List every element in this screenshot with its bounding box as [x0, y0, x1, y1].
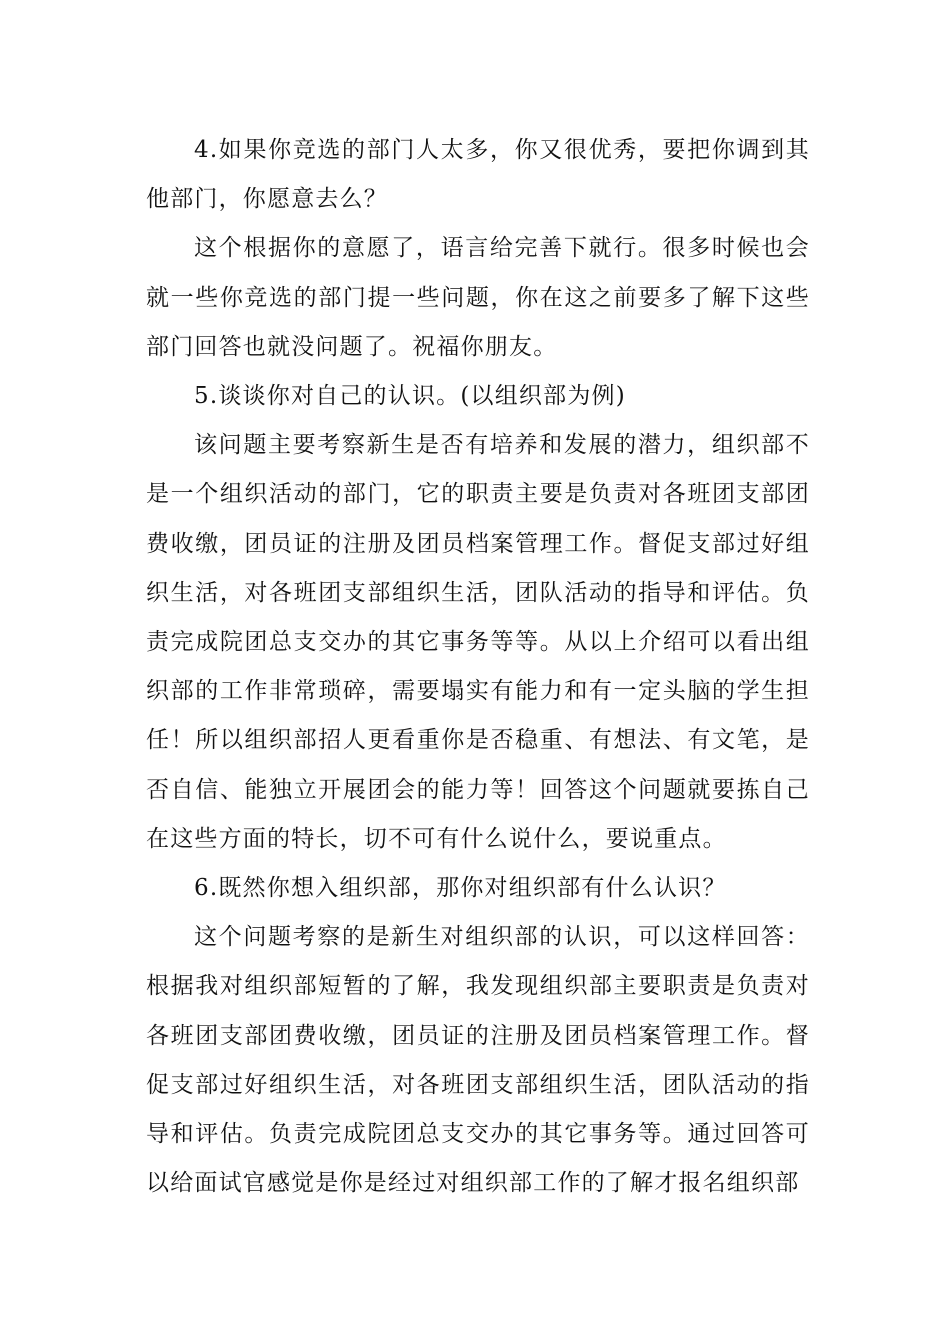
- answer-5-paragraph: 该问题主要考察新生是否有培养和发展的潜力，组织部不是一个组织活动的部门，它的职责主要是负责对各班团支部团费收缴，团员证的注册及团员档案管理工作。督促支部过好组织生活，对各班团支部组织生活，团队活动的指导和评估。负责完成院团总支交办的其它事务等等。从以上介绍可以看出组织部的工作非常琐碎，需要塌实有能力和有一定头脑的学生担任！所以组织部招人更看重你是否稳重、有想法、有文笔，是否自信、能独立开展团会的能力等！回答这个问题就要拣自己在这些方面的特长，切不可有什么说什么，要说重点。: [146, 432, 810, 852]
- question-4-paragraph: 4.如果你竞选的部门人太多，你又很优秀，要把你调到其他部门，你愿意去么？: [146, 137, 810, 213]
- question-6-paragraph: 6.既然你想入组织部，那你对组织部有什么认识？: [194, 875, 727, 902]
- answer-6-paragraph: 这个问题考察的是新生对组织部的认识，可以这样回答：根据我对组织部短暂的了解，我发现组织部主要职责是负责对各班团支部团费收缴，团员证的注册及团员档案管理工作。督促支部过好组织生活，对各班团支部组织生活，团队活动的指导和评估。负责完成院团总支交办的其它事务等。通过回答可以给面试官感觉是你是经过对组织部工作的了解才报名组织部: [146, 924, 810, 1197]
- answer-4-paragraph: 这个根据你的意愿了，语言给完善下就行。很多时候也会就一些你竞选的部门提一些问题，你在这之前要多了解下这些部门回答也就没问题了。祝福你朋友。: [146, 235, 810, 360]
- document-body: [146, 126, 810, 1208]
- question-5-paragraph: 5.谈谈你对自己的认识。(以组织部为例): [194, 383, 626, 410]
